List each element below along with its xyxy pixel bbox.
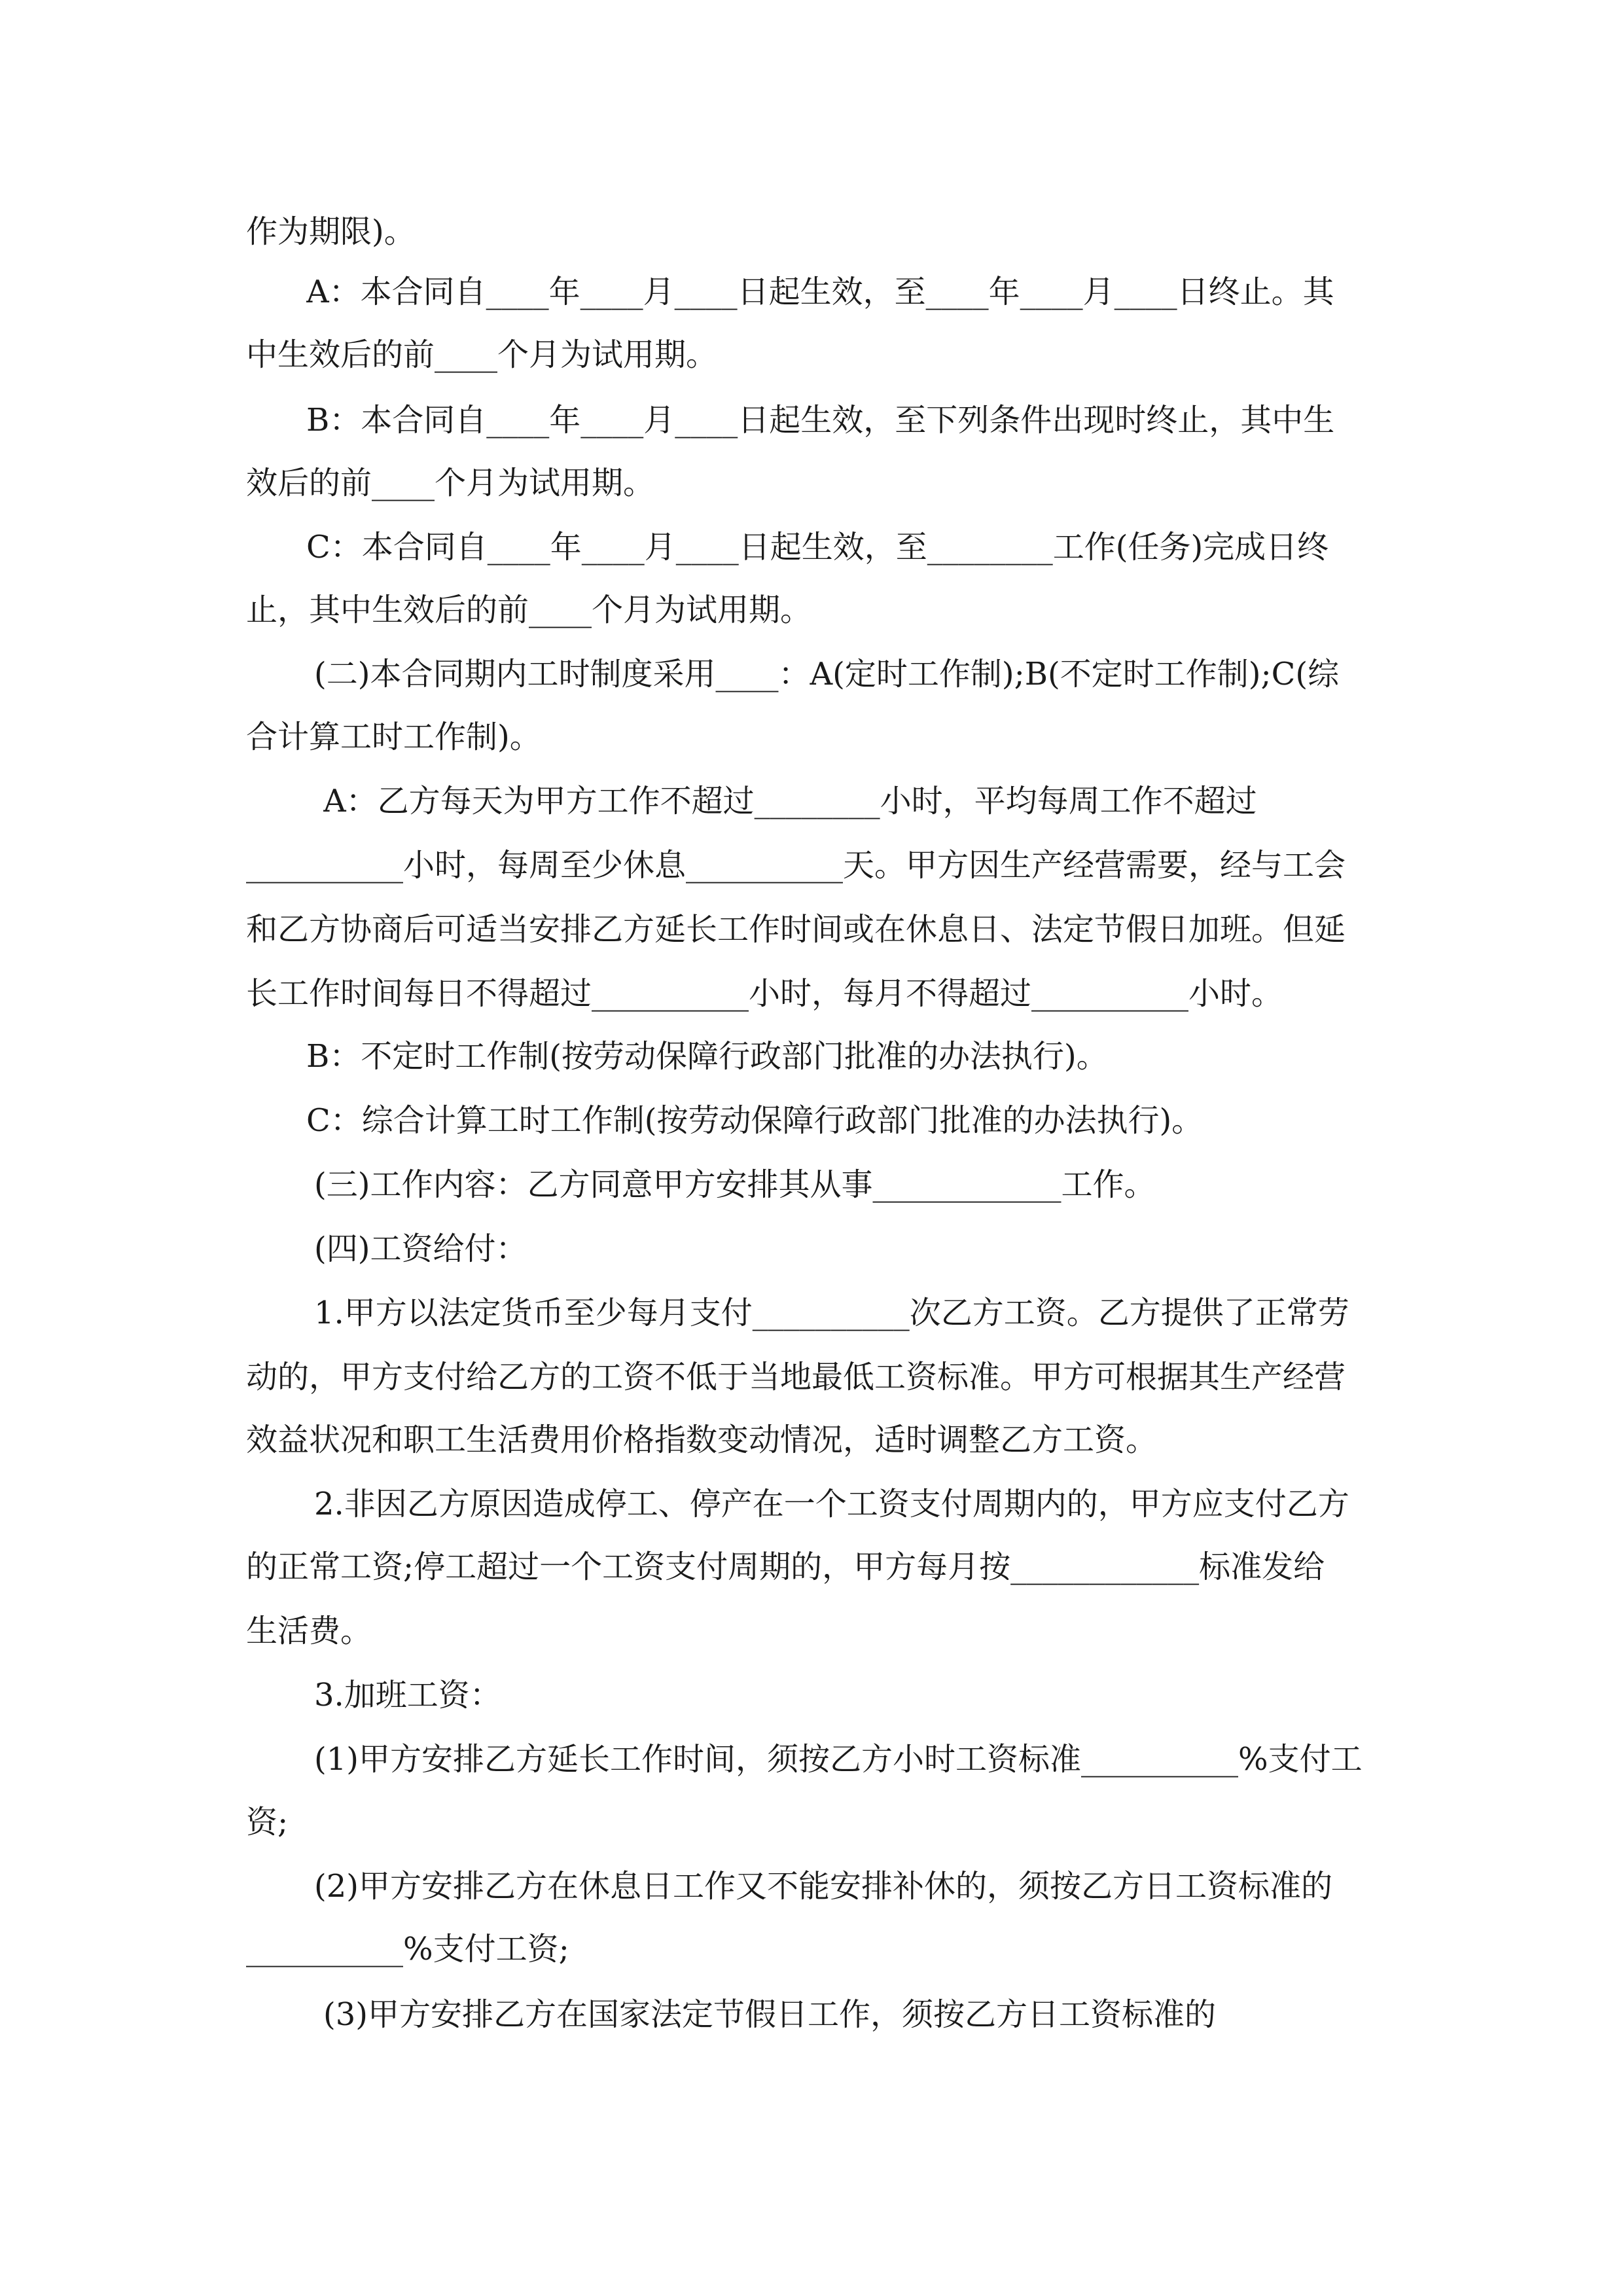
text-line: 效后的前____个月为试用期。 — [246, 465, 655, 501]
text-line: B：不定时工作制(按劳动保障行政部门批准的办法执行)。 — [306, 1038, 1108, 1075]
text-line: 资; — [246, 1804, 289, 1840]
text-line: 作为期限)。 — [246, 213, 416, 250]
text-line: 止，其中生效后的前____个月为试用期。 — [246, 592, 812, 628]
text-line: 生活费。 — [246, 1613, 372, 1649]
text-line: 长工作时间每日不得超过__________小时，每月不得超过__________小时。 — [246, 975, 1283, 1012]
text-line: 和乙方协商后可适当安排乙方延长工作时间或在休息日、法定节假日加班。但延 — [246, 911, 1346, 948]
text-line: 1.甲方以法定货币至少每月支付__________次乙方工资。乙方提供了正常劳 — [314, 1295, 1349, 1331]
text-line: A：本合同自____年____月____日起生效，至____年____月____日终止。其 — [306, 274, 1334, 310]
text-line: 中生效后的前____个月为试用期。 — [246, 336, 718, 373]
text-line: (三)工作内容：乙方同意甲方安排其从事____________工作。 — [314, 1166, 1156, 1203]
text-line: C：综合计算工时工作制(按劳动保障行政部门批准的办法执行)。 — [306, 1102, 1204, 1139]
text-line: 效益状况和职工生活费用价格指数变动情况，适时调整乙方工资。 — [246, 1422, 1158, 1458]
text-line: (1)甲方安排乙方延长工作时间，须按乙方小时工资标准__________%支付工 — [314, 1741, 1363, 1778]
text-line: C：本合同自____年____月____日起生效，至________工作(任务)完成日终 — [306, 529, 1329, 565]
text-line: 合计算工时工作制)。 — [246, 719, 541, 755]
text-line: (3)甲方安排乙方在国家法定节假日工作，须按乙方日工资标准的 — [323, 1996, 1216, 2033]
text-line: 2.非因乙方原因造成停工、停产在一个工资支付周期内的，甲方应支付乙方 — [314, 1486, 1349, 1522]
text-line: __________小时，每周至少休息__________天。甲方因生产经营需要，经与工会 — [246, 847, 1346, 884]
text-line: A：乙方每天为甲方工作不超过________小时，平均每周工作不超过 — [323, 783, 1257, 819]
text-line: (二)本合同期内工时制度采用____：A(定时工作制);B(不定时工作制);C(综 — [314, 656, 1340, 692]
text-line: 动的，甲方支付给乙方的工资不低于当地最低工资标准。甲方可根据其生产经营 — [246, 1359, 1346, 1395]
text-line: __________%支付工资; — [246, 1931, 569, 1967]
text-line: (四)工资给付： — [314, 1230, 527, 1267]
text-line: (2)甲方安排乙方在休息日工作又不能安排补休的，须按乙方日工资标准的 — [314, 1868, 1332, 1905]
text-line: 3.加班工资： — [314, 1677, 501, 1713]
text-line: B：本合同自____年____月____日起生效，至下列条件出现时终止，其中生 — [306, 402, 1335, 439]
text-line: 的正常工资;停工超过一个工资支付周期的，甲方每月按____________标准发给 — [246, 1549, 1325, 1585]
